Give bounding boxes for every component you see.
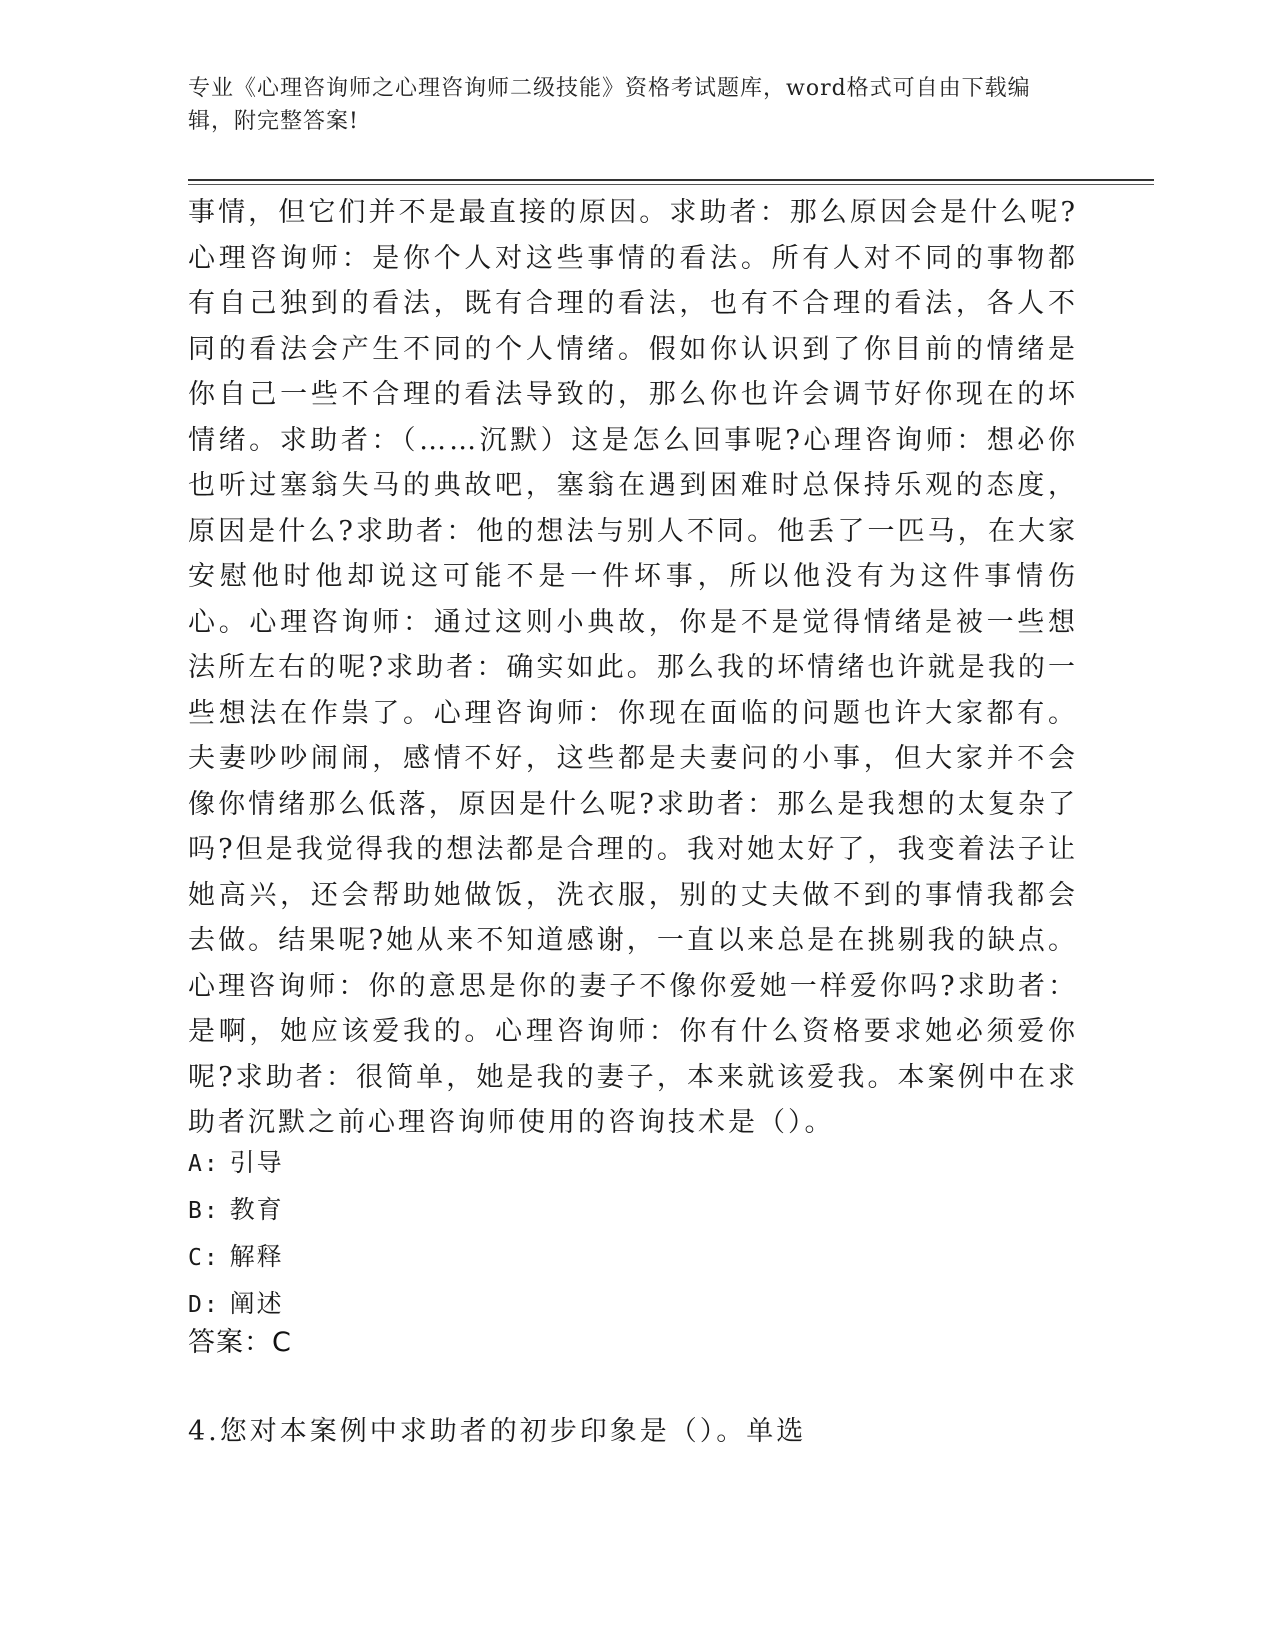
option-a-key: A: (188, 1151, 220, 1177)
option-b (188, 1187, 788, 1234)
option-d-key: D: (188, 1292, 220, 1318)
option-a (188, 1140, 788, 1187)
option-a-text: 引导 (229, 1148, 284, 1177)
answer-options (188, 1140, 788, 1328)
option-d-text: 阐述 (229, 1289, 284, 1318)
next-question: 4.您对本案例中求助者的初步印象是（）。单选 (188, 1416, 807, 1447)
option-c-text: 解释 (229, 1242, 284, 1271)
option-c-key: C: (188, 1245, 220, 1271)
option-b-text: 教育 (229, 1195, 284, 1224)
header-divider-thin (188, 184, 1154, 185)
document-header: 专业《心理咨询师之心理咨询师二级技能》资格考试题库，word格式可自由下载编辑，附完整答案! (188, 76, 1031, 134)
option-b-key: B: (188, 1198, 220, 1224)
header-divider-thick (188, 179, 1154, 181)
option-c (188, 1234, 788, 1281)
question-body: 事情，但它们并不是最直接的原因。求助者：那么原因会是什么呢?心理咨询师：是你个人对这些事情的看法。所有人对不同的事物都有自己独到的看法，既有合理的看法，也有不合理的看法，各人不同的看法会产生不同的个人情绪。假如你认识到了你目前的情绪是你自己一些不合理的看法导致的，那么你也许会调节好你现在的坏情绪。求助者：（……沉默）这是怎么回事呢?心理咨询师：想必你也听过塞翁失马的典故吧，塞翁在遇到困难时总保持乐观的态度，原因是什么?求助者：他的想法与别人不同。他丢了一匹马，在大家安慰他时他却说这可能不是一件坏事，所以他没有为这件事情伤心。心理咨询师：通过这则小典故，你是不是觉得情绪是被一些想法所左右的呢?求助者：确实如此。那么我的坏情绪也许就是我的一些想法在作祟了。心理咨询师：你现在面临的问题也许大家都有。夫妻吵吵闹闹，感情不好，这些都是夫妻问的小事，但大家并不会像你情绪那么低落，原因是什么呢?求助者：那么是我想的太复杂了吗?但是我觉得我的想法都是合理的。我对她太好了，我变着法子让她高兴，还会帮助她做饭，洗衣服，别的丈夫做不到的事情我都会去做。结果呢?她从来不知道感谢，一直以来总是在挑剔我的缺点。心理咨询师：你的意思是你的妻子不像你爱她一样爱你吗?求助者：是啊，她应该爱我的。心理咨询师：你有什么资格要求她必须爱你呢?求助者：很简单，她是我的妻子，本来就该爱我。本案例中在求助者沉默之前心理咨询师使用的咨询技术是（）。 (188, 197, 1078, 1138)
option-d (188, 1281, 788, 1328)
answer-line: 答案：C (188, 1327, 292, 1358)
